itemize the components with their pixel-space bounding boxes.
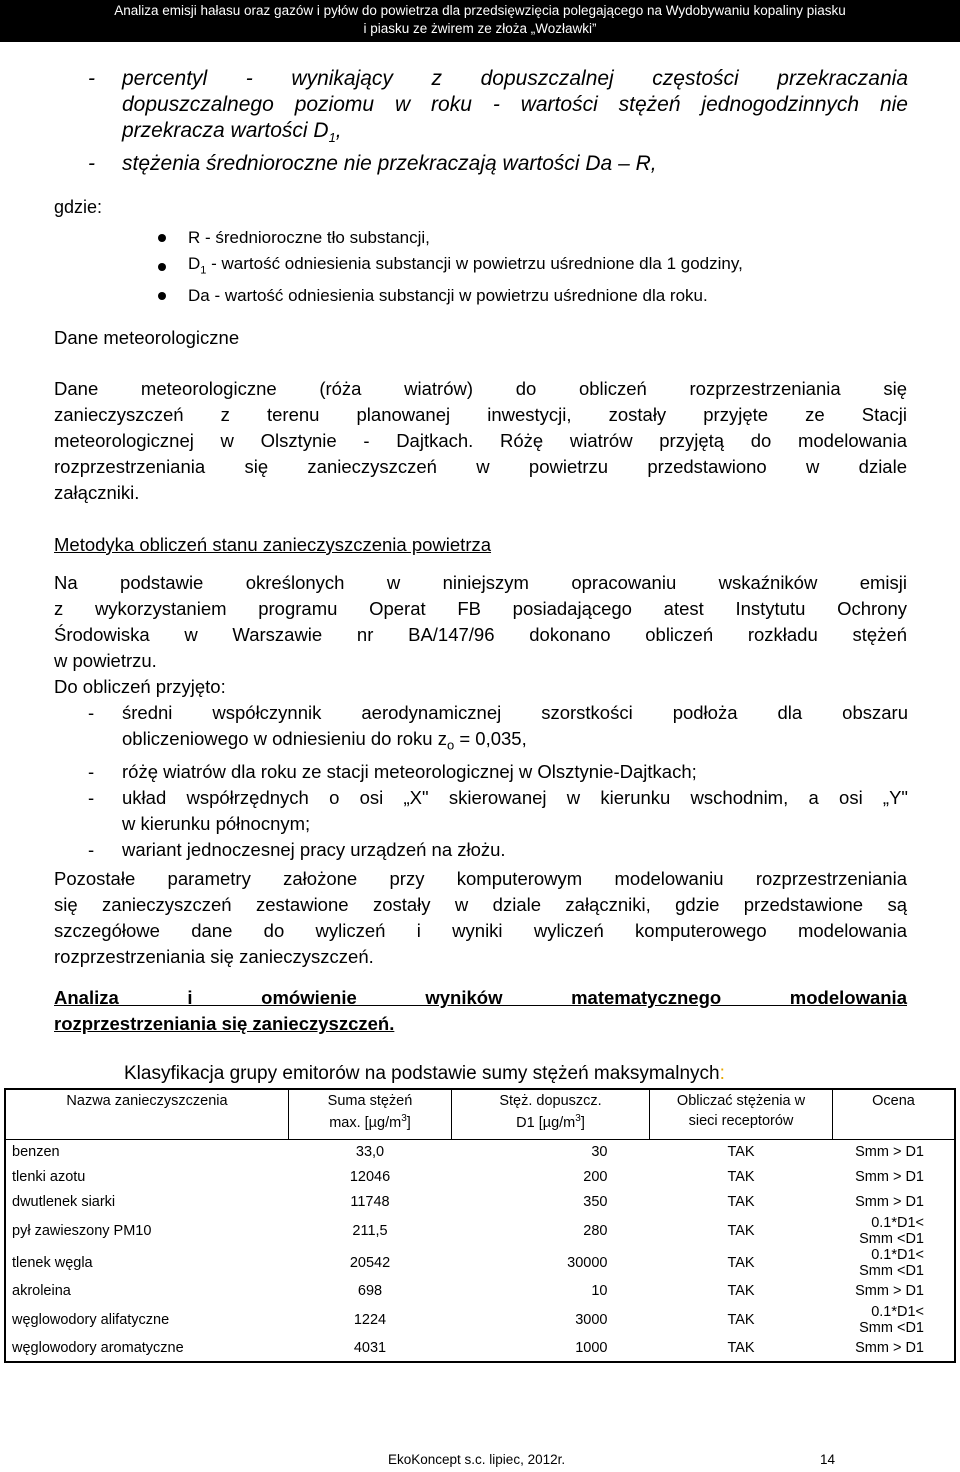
- intro-item-2: stężenia średnioroczne nie przekraczają wartości Da – R,: [122, 152, 657, 176]
- cell-calc: TAK: [727, 1283, 755, 1299]
- header-line-2: i piasku ze żwirem ze złoża „Wozławki”: [363, 21, 597, 36]
- metodyka-paragraph: Na podstawie określonych w niniejszym opracowaniu wskaźników emisji z wykorzystaniem programu Operat FB posiadającego atest Instytutu Ochrony Środowiska w Warszawie nr BA/147/96 dokonano obliczeń rozkładu stężeń w powietrzu. Do obliczeń przyjęto:: [54, 572, 907, 697]
- cell-calc: TAK: [727, 1311, 755, 1328]
- cell-d1: 30: [591, 1144, 608, 1160]
- cell-d1: 280: [583, 1222, 608, 1239]
- cell-sum: 20542: [349, 1254, 391, 1271]
- definition-item: $D_1$ - wartość odniesienia substancji w powietrzu uśrednione dla 1 godziny,: [158, 251, 743, 283]
- pozostale-paragraph: Pozostałe parametry założone przy komputerowym modelowaniu rozprzestrzeniania się zanieczyszczeń zestawione zostały w dziale załączniki, gdzie przedstawione są szczegółowe dane do wyliczeń i wyniki wyliczeń komputerowego modelowania rozprzestrzeniania się zanieczyszczeń.: [54, 868, 907, 967]
- cell-name: węglowodory alifatyczne: [12, 1311, 170, 1328]
- cell-d1: 200: [583, 1169, 608, 1185]
- cell-d1: 350: [583, 1194, 608, 1210]
- cell-sum: 12046: [349, 1169, 391, 1185]
- cell-d1: 3000: [575, 1311, 608, 1328]
- definition-item: R - średnioroczne tło substancji,: [158, 225, 743, 251]
- cell-calc: TAK: [727, 1144, 755, 1160]
- cell-d1: 30000: [567, 1254, 608, 1271]
- cell-calc: TAK: [727, 1222, 755, 1239]
- intro-list: [88, 66, 908, 177]
- col-header-name: Nazwa zanieczyszczenia: [5, 1089, 289, 1139]
- cell-name: pył zawieszony PM10: [12, 1222, 152, 1239]
- bullet-icon: [158, 292, 166, 300]
- cell-rating: Smm > D1: [855, 1144, 924, 1160]
- cell-name: tlenek węgla: [12, 1254, 93, 1271]
- section-title-metodyka: Metodyka obliczeń stanu zanieczyszczenia powietrza: [54, 534, 492, 555]
- cell-rating: 0.1*D1< Smm <D1: [859, 1246, 924, 1279]
- cell-d1: 10: [591, 1283, 608, 1299]
- cell-sum: 698: [357, 1283, 383, 1299]
- intro-item-1-line-1: percentyl - wynikający z dopuszczalnej częstości przekraczania: [122, 67, 908, 90]
- table-row: [5, 1279, 955, 1304]
- table-row: [5, 1304, 955, 1336]
- cell-name: węglowodory aromatyczne: [12, 1340, 184, 1356]
- meteo-paragraph: Dane meteorologiczne (róża wiatrów) do obliczeń rozprzestrzeniania się zanieczyszczeń z terenu planowanej inwestycji, zostały przyjęte ze Stacji meteorologicznej w Olsztynie - Dajtkach. Różę wiatrów przyjętą do modelowania rozprzestrzeniania się zanieczyszczeń w powietrzu przedstawiono w dziale załączniki.: [54, 378, 907, 503]
- list-item: - średni współczynnik aerodynamicznej szorstkości podłoża dla obszaru obliczeniowego w odniesieniu do roku $z_o = 0,035$,: [88, 700, 908, 759]
- list-item: - różę wiatrów dla roku ze stacji meteorologicznej w Olsztynie-Dajtkach;: [88, 759, 908, 785]
- intro-item-1-line-3: przekracza wartości $D_1$,: [122, 119, 342, 146]
- header-line-1: Analiza emisji hałasu oraz gazów i pyłów do powietrza dla przedsięwzięcia polegającego na Wydobywaniu kopaliny piasku: [114, 3, 846, 18]
- table-header-row: [5, 1089, 955, 1139]
- cell-calc: TAK: [727, 1169, 755, 1185]
- list-item: - układ współrzędnych o osi „X" skierowanej w kierunku wschodnim, a osi „Y" w kierunku północnym;: [88, 785, 908, 837]
- cell-rating: Smm > D1: [855, 1283, 924, 1299]
- intro-item-1-line-2: dopuszczalnego poziomu w roku - wartości stężeń jednogodzinnych nie: [122, 93, 908, 116]
- cell-name: akroleina: [12, 1283, 71, 1299]
- cell-rating: 0.1*D1< Smm <D1: [859, 1214, 924, 1247]
- emitters-table: [4, 1088, 956, 1363]
- table-row: [5, 1336, 955, 1362]
- definitions-list: [158, 225, 743, 309]
- intro-item-percentyl: [88, 66, 908, 151]
- cell-calc: TAK: [727, 1340, 755, 1356]
- table-row: [5, 1247, 955, 1279]
- list-dash: -: [88, 152, 95, 176]
- cell-rating: 0.1*D1< Smm <D1: [859, 1303, 924, 1336]
- section-title-meteo: Dane meteorologiczne: [54, 327, 240, 348]
- table-row: [5, 1165, 955, 1190]
- cell-sum: 4031: [353, 1340, 387, 1356]
- list-dash: -: [88, 838, 95, 860]
- page-header: [0, 0, 960, 42]
- footer-page-number: 14: [820, 1452, 836, 1467]
- list-dash: -: [88, 760, 95, 782]
- cell-d1: 1000: [575, 1340, 608, 1356]
- cell-sum: 211,5: [352, 1222, 388, 1239]
- col-header-calc: Obliczać stężenia w sieci receptorów: [650, 1089, 833, 1139]
- gdzie-label: gdzie:: [54, 197, 103, 217]
- definition-item: Da - wartość odniesienia substancji w powietrzu uśrednione dla roku.: [158, 283, 743, 309]
- table-row: [5, 1190, 955, 1215]
- bullet-icon: [158, 234, 166, 242]
- section-title-analiza: Analiza i omówienie wyników matematycznego modelowania rozprzestrzeniania się zanieczyszczeń.: [54, 987, 907, 1034]
- bullet-icon: [158, 263, 166, 271]
- cell-name: tlenki azotu: [12, 1169, 86, 1185]
- cell-sum: 33,0: [355, 1144, 385, 1160]
- cell-calc: TAK: [727, 1194, 755, 1210]
- list-dash: -: [88, 67, 95, 90]
- assumptions-list: [88, 700, 908, 863]
- list-item: - wariant jednoczesnej pracy urządzeń na złożu.: [88, 837, 908, 863]
- col-header-d1: Stęż. dopuszcz. D1 $[\mu g/m^3]$: [452, 1089, 650, 1139]
- cell-calc: TAK: [727, 1254, 755, 1271]
- cell-sum: 11748: [350, 1194, 390, 1210]
- footer-company: EkoKoncept s.c. lipiec, 2012r.: [388, 1452, 566, 1467]
- table-row: [5, 1139, 955, 1165]
- table-body: [5, 1139, 955, 1362]
- cell-sum: 1224: [353, 1311, 387, 1328]
- cell-rating: Smm > D1: [855, 1340, 924, 1356]
- col-header-rating: Ocena: [872, 1093, 915, 1109]
- table-caption: Klasyfikacja grupy emitorów na podstawie sumy stężeń maksymalnych:: [124, 1063, 725, 1084]
- cell-name: benzen: [12, 1144, 60, 1160]
- col-header-sum: Suma stężeń max. $[\mu g/m^3]$: [289, 1089, 452, 1139]
- list-dash: -: [88, 702, 95, 723]
- cell-name: dwutlenek siarki: [12, 1194, 116, 1210]
- table-row: [5, 1215, 955, 1247]
- cell-rating: Smm > D1: [855, 1169, 924, 1185]
- intro-item-stezenia: [88, 151, 908, 177]
- cell-rating: Smm > D1: [855, 1194, 924, 1210]
- list-dash: -: [88, 786, 95, 808]
